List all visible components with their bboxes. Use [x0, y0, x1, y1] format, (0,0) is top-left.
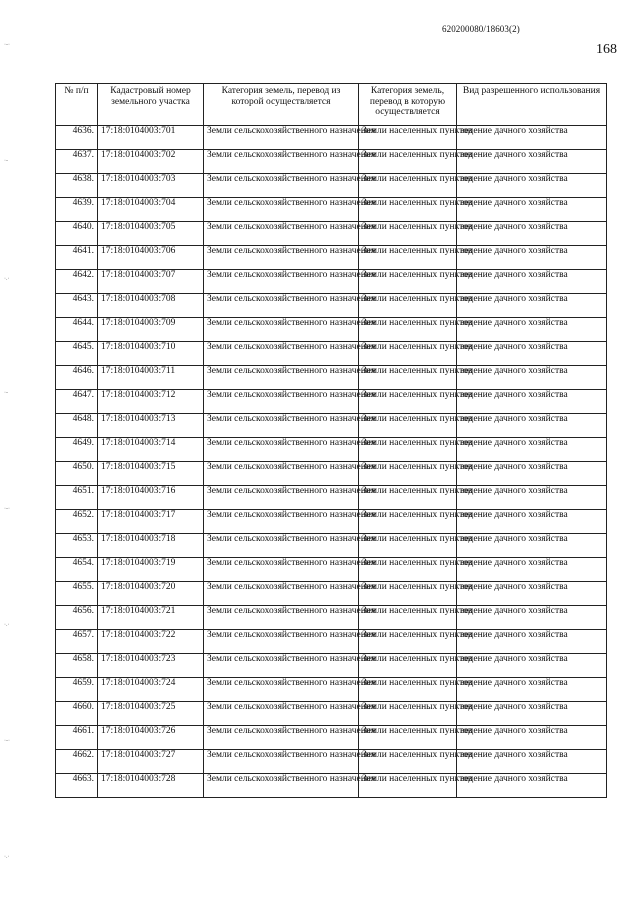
cell-category-from: Земли сельскохозяйственного назначения [204, 654, 359, 678]
cell-permitted-use: ведение дачного хозяйства [457, 702, 607, 726]
cell-cadastral-number: 17:18:0104003:702 [98, 150, 204, 174]
cell-number: 4650. [56, 462, 98, 486]
cell-cadastral-number: 17:18:0104003:715 [98, 462, 204, 486]
cell-cadastral-number: 17:18:0104003:713 [98, 414, 204, 438]
cell-permitted-use: ведение дачного хозяйства [457, 558, 607, 582]
cell-category-from: Земли сельскохозяйственного назначения [204, 318, 359, 342]
cell-number: 4646. [56, 366, 98, 390]
cell-category-from: Земли сельскохозяйственного назначения [204, 750, 359, 774]
cell-category-to: Земли населенных пунктов [359, 678, 457, 702]
cell-number: 4652. [56, 510, 98, 534]
cell-number: 4656. [56, 606, 98, 630]
cell-cadastral-number: 17:18:0104003:709 [98, 318, 204, 342]
scan-mark: ·.· [4, 854, 10, 860]
cell-category-to: Земли населенных пунктов [359, 174, 457, 198]
cell-category-from: Земли сельскохозяйственного назначения [204, 294, 359, 318]
cell-permitted-use: ведение дачного хозяйства [457, 174, 607, 198]
cell-category-to: Земли населенных пунктов [359, 726, 457, 750]
cell-category-from: Земли сельскохозяйственного назначения [204, 222, 359, 246]
cell-category-to: Земли населенных пунктов [359, 582, 457, 606]
document-reference: 620200080/18603(2) [442, 24, 520, 34]
table-row [56, 558, 607, 582]
table-row [56, 774, 607, 798]
cell-cadastral-number: 17:18:0104003:711 [98, 366, 204, 390]
cell-permitted-use: ведение дачного хозяйства [457, 606, 607, 630]
table-row [56, 414, 607, 438]
cell-category-from: Земли сельскохозяйственного назначения [204, 390, 359, 414]
cell-cadastral-number: 17:18:0104003:710 [98, 342, 204, 366]
table-row [56, 246, 607, 270]
cell-cadastral-number: 17:18:0104003:723 [98, 654, 204, 678]
scan-mark: ·-· [4, 42, 10, 48]
cell-number: 4657. [56, 630, 98, 654]
cell-category-to: Земли населенных пунктов [359, 630, 457, 654]
table-row [56, 126, 607, 150]
cell-category-from: Земли сельскохозяйственного назначения [204, 414, 359, 438]
cell-number: 4642. [56, 270, 98, 294]
cell-category-from: Земли сельскохозяйственного назначения [204, 198, 359, 222]
cell-permitted-use: ведение дачного хозяйства [457, 318, 607, 342]
table-row [56, 654, 607, 678]
scan-mark: ·.· [4, 622, 10, 628]
cell-cadastral-number: 17:18:0104003:727 [98, 750, 204, 774]
cell-permitted-use: ведение дачного хозяйства [457, 654, 607, 678]
cell-cadastral-number: 17:18:0104003:706 [98, 246, 204, 270]
cell-cadastral-number: 17:18:0104003:703 [98, 174, 204, 198]
cell-cadastral-number: 17:18:0104003:701 [98, 126, 204, 150]
cell-number: 4655. [56, 582, 98, 606]
cell-permitted-use: ведение дачного хозяйства [457, 414, 607, 438]
cell-permitted-use: ведение дачного хозяйства [457, 390, 607, 414]
cell-category-to: Земли населенных пунктов [359, 486, 457, 510]
table-row [56, 534, 607, 558]
table-row [56, 174, 607, 198]
table-row [56, 318, 607, 342]
cell-permitted-use: ведение дачного хозяйства [457, 534, 607, 558]
cell-category-from: Земли сельскохозяйственного назначения [204, 702, 359, 726]
table-row [56, 606, 607, 630]
cell-number: 4649. [56, 438, 98, 462]
cell-permitted-use: ведение дачного хозяйства [457, 486, 607, 510]
cell-number: 4636. [56, 126, 98, 150]
cell-category-to: Земли населенных пунктов [359, 558, 457, 582]
scan-mark: ·.· [4, 276, 10, 282]
cell-permitted-use: ведение дачного хозяйства [457, 750, 607, 774]
cell-permitted-use: ведение дачного хозяйства [457, 438, 607, 462]
cell-category-from: Земли сельскохозяйственного назначения [204, 678, 359, 702]
table-row [56, 198, 607, 222]
cell-category-from: Земли сельскохозяйственного назначения [204, 150, 359, 174]
cell-permitted-use: ведение дачного хозяйства [457, 270, 607, 294]
cell-category-to: Земли населенных пунктов [359, 270, 457, 294]
cell-category-to: Земли населенных пунктов [359, 462, 457, 486]
cell-category-to: Земли населенных пунктов [359, 774, 457, 798]
table-row [56, 726, 607, 750]
cell-number: 4659. [56, 678, 98, 702]
cell-number: 4639. [56, 198, 98, 222]
cell-number: 4641. [56, 246, 98, 270]
cell-number: 4654. [56, 558, 98, 582]
cell-number: 4658. [56, 654, 98, 678]
cell-cadastral-number: 17:18:0104003:705 [98, 222, 204, 246]
cell-category-to: Земли населенных пунктов [359, 318, 457, 342]
cell-category-to: Земли населенных пунктов [359, 510, 457, 534]
table-row [56, 486, 607, 510]
table-row [56, 366, 607, 390]
cell-number: 4640. [56, 222, 98, 246]
column-header-number: № п/п [56, 84, 98, 126]
cell-number: 4643. [56, 294, 98, 318]
cell-category-from: Земли сельскохозяйственного назначения [204, 558, 359, 582]
cell-category-from: Земли сельскохозяйственного назначения [204, 606, 359, 630]
cell-permitted-use: ведение дачного хозяйства [457, 630, 607, 654]
cell-permitted-use: ведение дачного хозяйства [457, 150, 607, 174]
column-header-category-from: Категория земель, перевод из которой осуществляется [204, 84, 359, 126]
cell-category-to: Земли населенных пунктов [359, 150, 457, 174]
table-row [56, 462, 607, 486]
cell-permitted-use: ведение дачного хозяйства [457, 294, 607, 318]
cell-category-from: Земли сельскохозяйственного назначения [204, 486, 359, 510]
cell-category-to: Земли населенных пунктов [359, 126, 457, 150]
column-header-cadastral: Кадастровый номер земельного участка [98, 84, 204, 126]
cell-category-to: Земли населенных пунктов [359, 414, 457, 438]
cell-permitted-use: ведение дачного хозяйства [457, 678, 607, 702]
cell-category-to: Земли населенных пунктов [359, 534, 457, 558]
cell-category-from: Земли сельскохозяйственного назначения [204, 270, 359, 294]
cell-cadastral-number: 17:18:0104003:724 [98, 678, 204, 702]
cell-category-from: Земли сельскохозяйственного назначения [204, 126, 359, 150]
cell-permitted-use: ведение дачного хозяйства [457, 774, 607, 798]
cell-category-to: Земли населенных пунктов [359, 342, 457, 366]
cell-cadastral-number: 17:18:0104003:714 [98, 438, 204, 462]
cell-cadastral-number: 17:18:0104003:721 [98, 606, 204, 630]
cell-cadastral-number: 17:18:0104003:708 [98, 294, 204, 318]
table-row [56, 270, 607, 294]
cell-category-from: Земли сельскохозяйственного назначения [204, 246, 359, 270]
table-row [56, 630, 607, 654]
cell-category-from: Земли сельскохозяйственного назначения [204, 366, 359, 390]
cell-number: 4663. [56, 774, 98, 798]
cell-category-to: Земли населенных пунктов [359, 246, 457, 270]
cell-permitted-use: ведение дачного хозяйства [457, 198, 607, 222]
page-number: 168 [596, 42, 617, 57]
scan-mark: ·- [4, 158, 8, 164]
cell-number: 4662. [56, 750, 98, 774]
table-row [56, 678, 607, 702]
cell-cadastral-number: 17:18:0104003:720 [98, 582, 204, 606]
cell-category-from: Земли сельскохозяйственного назначения [204, 438, 359, 462]
cell-category-to: Земли населенных пунктов [359, 438, 457, 462]
cell-category-to: Земли населенных пунктов [359, 750, 457, 774]
cell-category-to: Земли населенных пунктов [359, 606, 457, 630]
cell-number: 4638. [56, 174, 98, 198]
cell-cadastral-number: 17:18:0104003:719 [98, 558, 204, 582]
table-header-row [56, 84, 607, 126]
cell-number: 4653. [56, 534, 98, 558]
cell-cadastral-number: 17:18:0104003:717 [98, 510, 204, 534]
cell-category-to: Земли населенных пунктов [359, 654, 457, 678]
cell-number: 4661. [56, 726, 98, 750]
table-row [56, 750, 607, 774]
cell-number: 4645. [56, 342, 98, 366]
cell-category-from: Земли сельскохозяйственного назначения [204, 582, 359, 606]
cell-permitted-use: ведение дачного хозяйства [457, 126, 607, 150]
cell-category-to: Земли населенных пунктов [359, 294, 457, 318]
cell-category-to: Земли населенных пунктов [359, 222, 457, 246]
cell-category-to: Земли населенных пунктов [359, 702, 457, 726]
cell-category-from: Земли сельскохозяйственного назначения [204, 774, 359, 798]
cell-number: 4644. [56, 318, 98, 342]
cell-category-from: Земли сельскохозяйственного назначения [204, 174, 359, 198]
cell-permitted-use: ведение дачного хозяйства [457, 366, 607, 390]
cell-cadastral-number: 17:18:0104003:725 [98, 702, 204, 726]
cell-permitted-use: ведение дачного хозяйства [457, 462, 607, 486]
table-row [56, 582, 607, 606]
cell-category-to: Земли населенных пунктов [359, 198, 457, 222]
cell-category-from: Земли сельскохозяйственного назначения [204, 630, 359, 654]
scan-mark: ·-· [4, 506, 10, 512]
cell-category-to: Земли населенных пунктов [359, 366, 457, 390]
scan-mark: ·- [4, 390, 8, 396]
cell-category-to: Земли населенных пунктов [359, 390, 457, 414]
cell-category-from: Земли сельскохозяйственного назначения [204, 726, 359, 750]
cell-number: 4647. [56, 390, 98, 414]
cell-permitted-use: ведение дачного хозяйства [457, 222, 607, 246]
cell-cadastral-number: 17:18:0104003:707 [98, 270, 204, 294]
table-row [56, 438, 607, 462]
cell-cadastral-number: 17:18:0104003:722 [98, 630, 204, 654]
cell-number: 4660. [56, 702, 98, 726]
table-row [56, 510, 607, 534]
cell-cadastral-number: 17:18:0104003:728 [98, 774, 204, 798]
cell-cadastral-number: 17:18:0104003:704 [98, 198, 204, 222]
cell-number: 4651. [56, 486, 98, 510]
cell-permitted-use: ведение дачного хозяйства [457, 246, 607, 270]
cell-number: 4637. [56, 150, 98, 174]
cell-permitted-use: ведение дачного хозяйства [457, 582, 607, 606]
land-parcels-table [55, 83, 607, 798]
cell-cadastral-number: 17:18:0104003:718 [98, 534, 204, 558]
column-header-permitted-use: Вид разрешенного использования [457, 84, 607, 126]
table-row [56, 390, 607, 414]
column-header-category-to: Категория земель, перевод в которую осуществляется [359, 84, 457, 126]
cell-permitted-use: ведение дачного хозяйства [457, 510, 607, 534]
cell-category-from: Земли сельскохозяйственного назначения [204, 510, 359, 534]
table-row [56, 294, 607, 318]
cell-cadastral-number: 17:18:0104003:712 [98, 390, 204, 414]
cell-category-from: Земли сельскохозяйственного назначения [204, 342, 359, 366]
table-row [56, 702, 607, 726]
cell-permitted-use: ведение дачного хозяйства [457, 726, 607, 750]
cell-category-from: Земли сельскохозяйственного назначения [204, 534, 359, 558]
table-row [56, 150, 607, 174]
table-row [56, 342, 607, 366]
scan-mark: ·-· [4, 738, 10, 744]
cell-category-from: Земли сельскохозяйственного назначения [204, 462, 359, 486]
cell-cadastral-number: 17:18:0104003:726 [98, 726, 204, 750]
table-row [56, 222, 607, 246]
cell-permitted-use: ведение дачного хозяйства [457, 342, 607, 366]
cell-number: 4648. [56, 414, 98, 438]
cell-cadastral-number: 17:18:0104003:716 [98, 486, 204, 510]
